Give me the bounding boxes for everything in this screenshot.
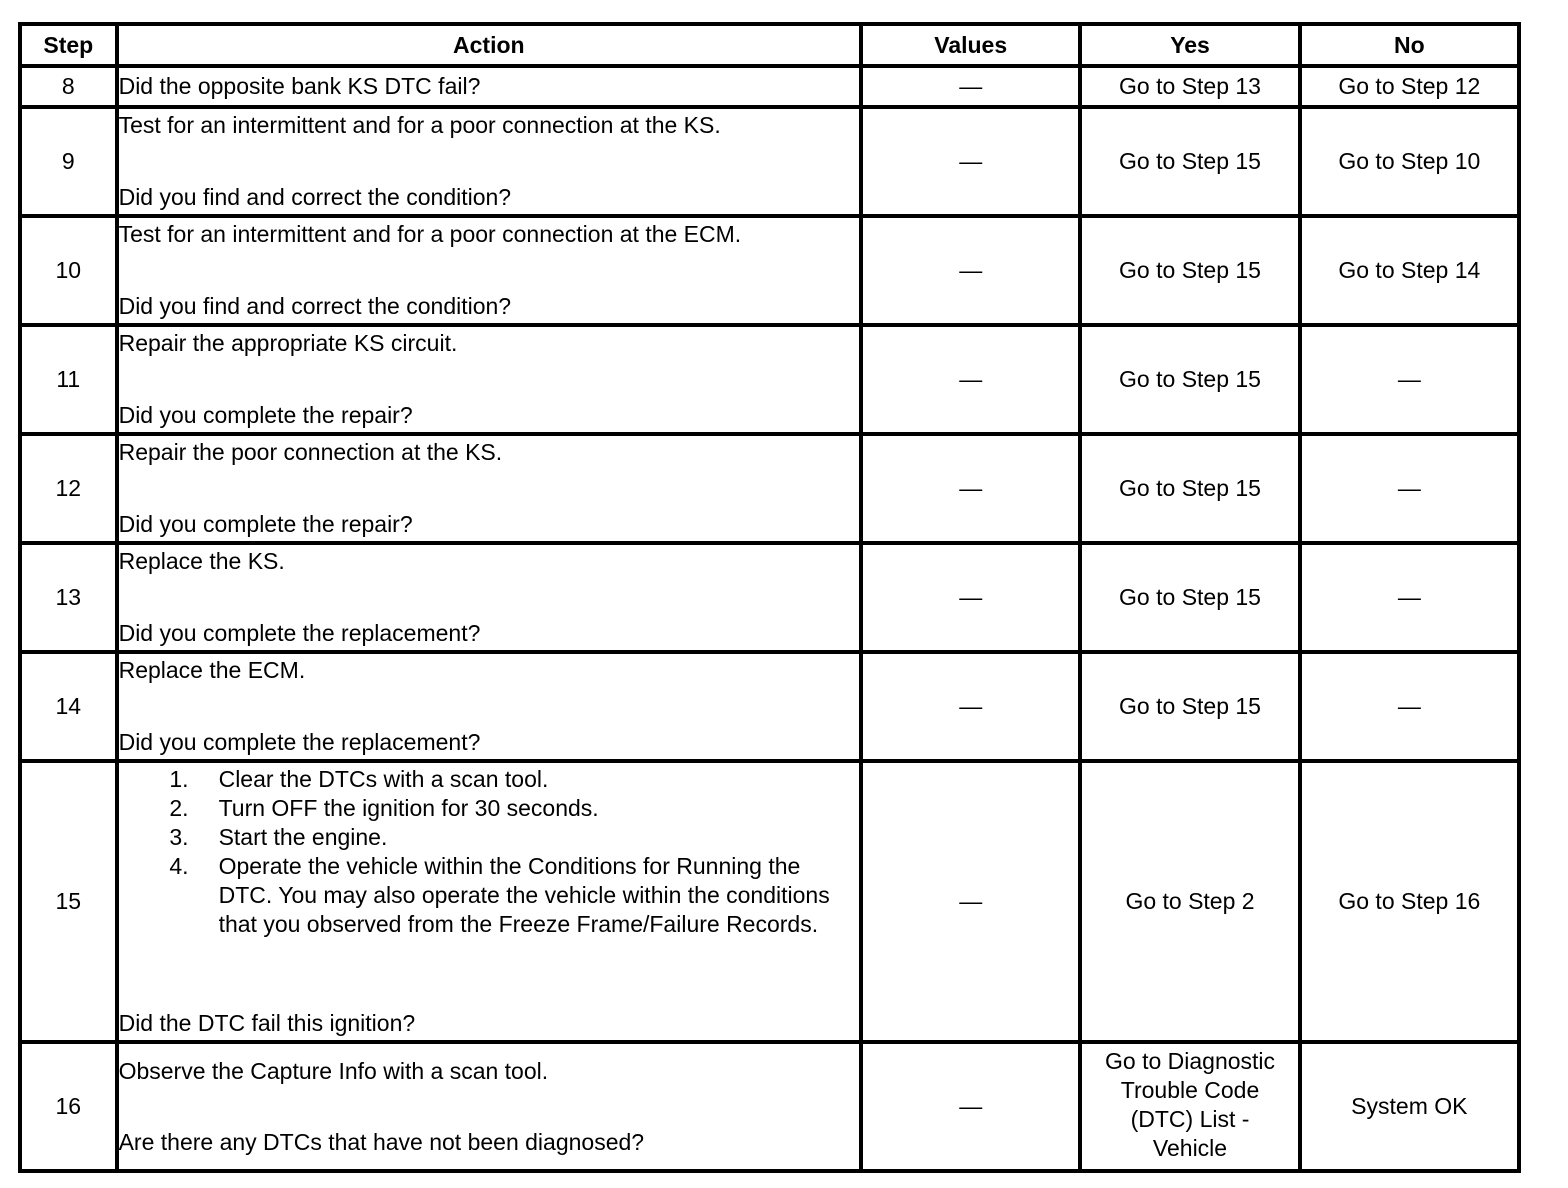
step-number: 13 — [20, 543, 117, 652]
table-row — [20, 652, 1519, 761]
no-link: System OK — [1300, 1042, 1519, 1171]
yes-link: Go to Step 13 — [1080, 66, 1299, 107]
table-row — [20, 543, 1519, 652]
table-row — [20, 216, 1519, 325]
table-row — [20, 107, 1519, 216]
list-item — [119, 852, 859, 939]
action-instruction: Test for an intermittent and for a poor connection at the KS. — [118, 112, 721, 138]
yes-link: Go to Step 15 — [1080, 652, 1299, 761]
no-link: Go to Step 16 — [1300, 761, 1519, 1042]
table-row — [20, 434, 1519, 543]
no-dash: — — [1300, 652, 1519, 761]
header-yes: Yes — [1080, 24, 1299, 66]
yes-link: Go to Step 15 — [1080, 325, 1299, 434]
action-instruction: Observe the Capture Info with a scan tool. — [118, 1057, 549, 1084]
action-instruction: Replace the ECM. — [118, 657, 306, 683]
yes-link: Go to Step 2 — [1080, 761, 1299, 1042]
step-number: 8 — [20, 66, 117, 107]
values-cell: — — [861, 652, 1080, 761]
action-instruction: Test for an intermittent and for a poor connection at the ECM. — [118, 221, 742, 247]
action-question: Did you complete the repair? — [118, 402, 413, 428]
diagnostic-table — [18, 22, 1521, 1173]
no-link: Go to Step 10 — [1300, 107, 1519, 216]
table-row — [20, 325, 1519, 434]
values-cell: — — [861, 325, 1080, 434]
action-question: Are there any DTCs that have not been diagnosed? — [118, 1128, 645, 1155]
values-cell: — — [861, 761, 1080, 1042]
no-dash: — — [1300, 434, 1519, 543]
header-values: Values — [861, 24, 1080, 66]
table-row — [20, 66, 1519, 107]
step-number: 16 — [20, 1042, 117, 1171]
action-cell — [117, 434, 861, 543]
list-item — [119, 794, 859, 823]
values-cell: — — [861, 434, 1080, 543]
step-number: 10 — [20, 216, 117, 325]
yes-link: Go to Step 15 — [1080, 107, 1299, 216]
action-question: Did you find and correct the condition? — [118, 184, 512, 210]
action-instruction: Repair the poor connection at the KS. — [118, 439, 503, 465]
step-number: 11 — [20, 325, 117, 434]
table-row — [20, 1042, 1519, 1171]
action-question: Did you complete the replacement? — [118, 620, 481, 646]
no-dash: — — [1300, 325, 1519, 434]
no-dash: — — [1300, 543, 1519, 652]
list-text: Turn OFF the ignition for 30 seconds. — [218, 795, 599, 821]
action-cell — [117, 325, 861, 434]
procedure-list — [119, 765, 859, 939]
action-cell — [117, 761, 861, 1042]
action-cell — [117, 216, 861, 325]
yes-link: Go to Diagnostic Trouble Code (DTC) List - Vehicle — [1080, 1042, 1299, 1171]
list-item — [119, 823, 859, 852]
action-question: Did you complete the replacement? — [118, 729, 481, 755]
action-question: Did the DTC fail this ignition? — [118, 1010, 416, 1036]
values-cell: — — [861, 66, 1080, 107]
values-cell: — — [861, 1042, 1080, 1171]
list-text: Operate the vehicle within the Conditions for Running the DTC. You may also operate the vehicle within the conditions that you observed from the Freeze Frame/Failure Records. — [218, 853, 830, 937]
header-action: Action — [117, 24, 861, 66]
action-question: Did you complete the repair? — [118, 511, 413, 537]
step-number: 12 — [20, 434, 117, 543]
action-question: Did the opposite bank KS DTC fail? — [117, 66, 861, 107]
action-instruction: Repair the appropriate KS circuit. — [118, 330, 458, 356]
action-cell — [117, 543, 861, 652]
list-number: 3. — [169, 824, 189, 850]
yes-link: Go to Step 15 — [1080, 434, 1299, 543]
list-item — [119, 765, 859, 794]
yes-link: Go to Step 15 — [1080, 216, 1299, 325]
action-instruction: Replace the KS. — [118, 548, 285, 574]
step-number: 14 — [20, 652, 117, 761]
step-number: 9 — [20, 107, 117, 216]
action-question: Did you find and correct the condition? — [118, 293, 512, 319]
table-row — [20, 761, 1519, 1042]
list-number: 4. — [169, 853, 189, 879]
list-number: 1. — [169, 766, 189, 792]
values-cell: — — [861, 107, 1080, 216]
no-link: Go to Step 14 — [1300, 216, 1519, 325]
action-cell — [117, 107, 861, 216]
header-step: Step — [20, 24, 117, 66]
list-text: Clear the DTCs with a scan tool. — [218, 766, 549, 792]
step-number: 15 — [20, 761, 117, 1042]
yes-link: Go to Step 15 — [1080, 543, 1299, 652]
values-cell: — — [861, 543, 1080, 652]
list-number: 2. — [169, 795, 189, 821]
action-cell — [117, 652, 861, 761]
header-no: No — [1300, 24, 1519, 66]
list-text: Start the engine. — [218, 824, 388, 850]
values-cell: — — [861, 216, 1080, 325]
no-link: Go to Step 12 — [1300, 66, 1519, 107]
action-cell — [117, 1042, 861, 1171]
header-row — [20, 24, 1519, 66]
